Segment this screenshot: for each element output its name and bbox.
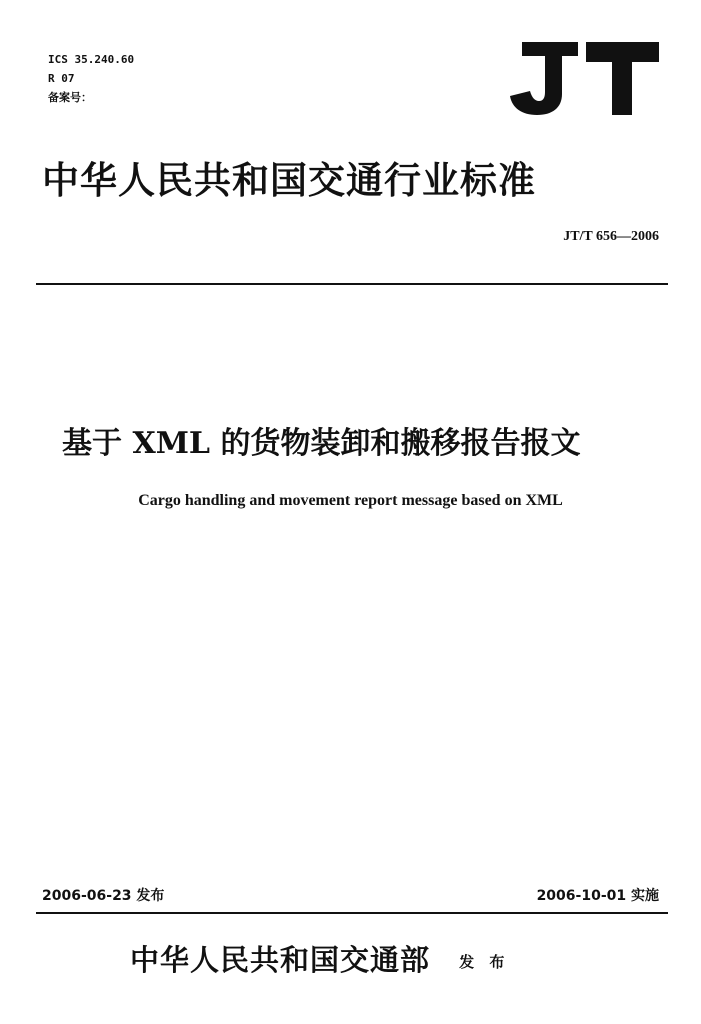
jt-logo-graphic	[508, 40, 660, 116]
effective-date: 2006-10-01 实施	[536, 888, 659, 904]
classification-code: R 07	[48, 72, 75, 85]
standard-code: JT/T 656—2006	[563, 229, 659, 244]
issuer-line	[130, 938, 509, 979]
issuing-authority: 中华人民共和国交通部	[130, 943, 431, 977]
bottom-divider	[36, 912, 668, 914]
document-title-cn: 基于 XML 的货物装卸和搬移报告报文	[62, 426, 581, 461]
ics-code: ICS 35.240.60	[48, 53, 135, 66]
classification-block	[48, 50, 134, 107]
top-divider	[36, 283, 668, 285]
filing-number-label: 备案号：	[48, 91, 92, 104]
jt-logo	[508, 40, 660, 116]
publish-date: 2006-06-23 发布	[42, 888, 165, 904]
standard-category-title: 中华人民共和国交通行业标准	[42, 158, 536, 202]
document-title-en: Cargo handling and movement report message based on XML	[138, 492, 563, 509]
issue-label: 发 布	[459, 953, 510, 971]
